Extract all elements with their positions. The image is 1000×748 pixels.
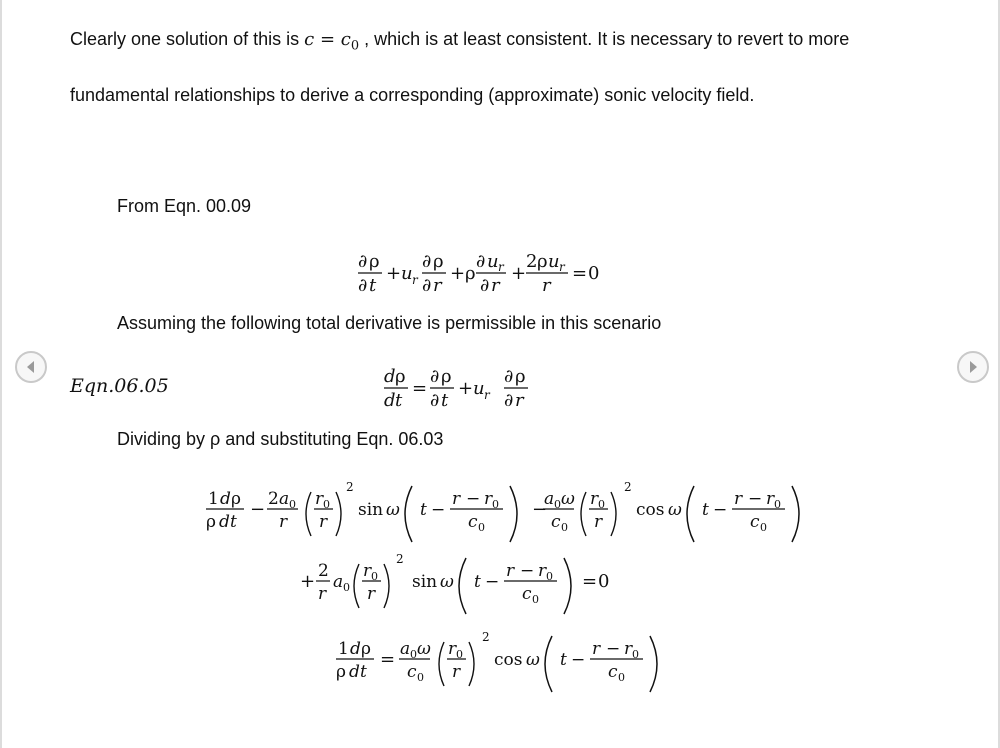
svg-text:2: 2 — [482, 630, 490, 644]
svg-text:c: c — [468, 512, 478, 532]
svg-text:+: + — [386, 263, 402, 284]
dividing-text: Dividing by ρ and substituting Eqn. 06.03 — [117, 429, 444, 449]
svg-text:=: = — [582, 571, 598, 592]
svg-text:t: t — [230, 512, 237, 532]
intro-text-start: Clearly one solution of this is — [70, 29, 305, 49]
svg-text:r: r — [766, 489, 775, 509]
svg-text:+: + — [450, 263, 466, 284]
svg-text:∂: ∂ — [358, 251, 368, 272]
svg-text:r: r — [433, 275, 442, 296]
svg-text:r: r — [538, 561, 547, 581]
svg-text:+: + — [511, 263, 527, 284]
equation-number-label: Eqn.06.05 — [70, 375, 169, 397]
intro-text-end: , which is at least consistent. It is necessary to revert to more — [359, 29, 850, 49]
svg-text:0: 0 — [410, 648, 417, 661]
svg-text:−: − — [520, 561, 535, 581]
svg-text:∂: ∂ — [480, 275, 490, 296]
svg-text:0: 0 — [588, 263, 600, 284]
svg-text:∂: ∂ — [422, 275, 432, 296]
svg-text:−: − — [431, 500, 446, 520]
svg-text:sin: sin — [412, 572, 438, 592]
svg-text:∂: ∂ — [430, 390, 440, 411]
svg-text:r: r — [367, 584, 376, 604]
svg-text:d: d — [349, 662, 360, 682]
svg-text:c: c — [750, 512, 760, 532]
svg-text:u: u — [548, 251, 560, 272]
svg-text:ρ: ρ — [433, 251, 444, 272]
svg-text:−: − — [571, 650, 586, 670]
svg-text:r: r — [506, 561, 515, 581]
intro-line-2: fundamental relationships to derive a corresponding (approximate) sonic velocity field. — [70, 85, 755, 105]
svg-text:r: r — [498, 260, 504, 274]
inline-math-c: $c = c_0$ — [304, 29, 360, 54]
svg-text:0: 0 — [492, 498, 499, 511]
total-derivative-equation — [382, 362, 552, 419]
svg-text:a: a — [544, 489, 555, 509]
svg-text:t: t — [560, 650, 567, 670]
svg-text:0: 0 — [456, 648, 463, 661]
svg-text:r: r — [319, 512, 328, 532]
svg-text:−: − — [748, 489, 763, 509]
svg-text:+: + — [458, 378, 474, 399]
previous-page-button[interactable] — [15, 351, 47, 383]
svg-text:u: u — [487, 251, 499, 272]
svg-text:0: 0 — [774, 498, 781, 511]
svg-text:ρ: ρ — [395, 366, 406, 387]
svg-text:0: 0 — [532, 593, 539, 606]
svg-text:c: c — [551, 512, 561, 532]
svg-text:r: r — [542, 275, 551, 296]
svg-text:r: r — [624, 639, 633, 659]
svg-text:d: d — [219, 512, 230, 532]
svg-text:t: t — [474, 572, 481, 592]
density-equation-line-1 — [200, 478, 810, 549]
svg-text:d: d — [220, 489, 231, 509]
svg-text:ω: ω — [561, 489, 575, 509]
svg-text:t: t — [420, 500, 427, 520]
svg-text:r: r — [592, 639, 601, 659]
intro-line-1 — [70, 28, 849, 58]
svg-text:r: r — [412, 273, 418, 287]
svg-text:r: r — [590, 489, 599, 509]
svg-text:∂: ∂ — [476, 251, 486, 272]
svg-text:t: t — [702, 500, 709, 520]
svg-text:r: r — [484, 489, 493, 509]
density-result-equation — [334, 628, 674, 699]
svg-text:r: r — [448, 639, 457, 659]
svg-text:1: 1 — [208, 489, 219, 509]
svg-text:∂: ∂ — [430, 366, 440, 387]
svg-text:ω: ω — [417, 639, 431, 659]
svg-text:d: d — [384, 390, 396, 411]
svg-text:ρ: ρ — [361, 639, 371, 659]
svg-text:r: r — [515, 390, 524, 411]
svg-text:2: 2 — [624, 480, 632, 494]
assumption-text: Assuming the following total derivative is permissible in this scenario — [117, 313, 662, 333]
svg-text:ρ: ρ — [369, 251, 380, 272]
svg-text:c: c — [407, 662, 417, 682]
svg-text:0: 0 — [618, 671, 625, 684]
svg-text:r: r — [484, 388, 490, 402]
svg-text:c: c — [522, 584, 532, 604]
svg-text:a: a — [333, 572, 344, 592]
svg-text:0: 0 — [323, 498, 330, 511]
svg-text:ω: ω — [526, 650, 540, 670]
svg-text:u: u — [473, 378, 485, 399]
svg-text:∂: ∂ — [422, 251, 432, 272]
svg-text:c: c — [608, 662, 618, 682]
svg-text:=: = — [572, 263, 588, 284]
svg-text:0: 0 — [554, 498, 561, 511]
svg-text:ρ: ρ — [441, 366, 452, 387]
svg-text:ρ: ρ — [537, 251, 548, 272]
svg-text:a: a — [279, 489, 290, 509]
page-border-left — [0, 0, 2, 748]
svg-text:∂: ∂ — [504, 366, 514, 387]
svg-text:2: 2 — [268, 489, 279, 509]
svg-text:0: 0 — [417, 671, 424, 684]
svg-text:0: 0 — [561, 521, 568, 534]
svg-text:ρ: ρ — [515, 366, 526, 387]
svg-text:−: − — [606, 639, 621, 659]
svg-text:0: 0 — [760, 521, 767, 534]
svg-text:a: a — [400, 639, 411, 659]
svg-text:cos: cos — [636, 500, 665, 520]
svg-text:r: r — [734, 489, 743, 509]
svg-text:r: r — [279, 512, 288, 532]
svg-text:=: = — [380, 649, 396, 670]
svg-text:ρ: ρ — [206, 512, 216, 532]
svg-text:0: 0 — [343, 581, 350, 594]
svg-text:2: 2 — [526, 251, 538, 272]
next-page-button[interactable] — [957, 351, 989, 383]
density-equation-line-2 — [298, 550, 628, 621]
svg-text:0: 0 — [478, 521, 485, 534]
svg-text:ω: ω — [668, 500, 682, 520]
svg-text:ω: ω — [386, 500, 400, 520]
svg-text:cos: cos — [494, 650, 523, 670]
svg-text:0: 0 — [598, 571, 610, 592]
chevron-right-icon — [959, 353, 987, 381]
svg-text:0: 0 — [289, 498, 296, 511]
svg-text:+: + — [300, 571, 316, 592]
svg-text:u: u — [401, 263, 413, 284]
chevron-left-icon — [17, 353, 45, 381]
svg-text:2: 2 — [346, 480, 354, 494]
svg-text:r: r — [491, 275, 500, 296]
svg-text:t: t — [441, 390, 449, 411]
svg-text:0: 0 — [598, 498, 605, 511]
svg-text:−: − — [250, 499, 266, 520]
continuity-equation — [356, 248, 646, 303]
svg-text:r: r — [594, 512, 603, 532]
svg-text:2: 2 — [318, 561, 329, 581]
svg-text:ρ: ρ — [231, 489, 241, 509]
svg-text:1: 1 — [338, 639, 349, 659]
svg-text:−: − — [485, 572, 500, 592]
svg-text:−: − — [713, 500, 728, 520]
svg-text:r: r — [452, 489, 461, 509]
svg-text:t: t — [395, 390, 403, 411]
svg-text:∂: ∂ — [358, 275, 368, 296]
svg-text:r: r — [318, 584, 327, 604]
svg-text:r: r — [315, 489, 324, 509]
svg-text:r: r — [452, 662, 461, 682]
svg-text:ρ: ρ — [336, 662, 346, 682]
svg-text:0: 0 — [546, 570, 553, 583]
svg-text:0: 0 — [371, 570, 378, 583]
svg-text:d: d — [384, 366, 396, 387]
svg-text:r: r — [363, 561, 372, 581]
svg-text:−: − — [466, 489, 481, 509]
from-eqn-label: From Eqn. 00.09 — [117, 196, 252, 216]
svg-text:d: d — [350, 639, 361, 659]
svg-text:0: 0 — [632, 648, 639, 661]
svg-text:sin: sin — [358, 500, 384, 520]
svg-text:∂: ∂ — [504, 390, 514, 411]
svg-text:t: t — [360, 662, 367, 682]
svg-text:2: 2 — [396, 552, 404, 566]
svg-text:ω: ω — [440, 572, 454, 592]
svg-text:=: = — [412, 378, 428, 399]
svg-text:ρ: ρ — [465, 263, 476, 284]
svg-text:t: t — [369, 275, 377, 296]
svg-text:r: r — [559, 260, 565, 274]
svg-text:−: − — [532, 499, 548, 520]
